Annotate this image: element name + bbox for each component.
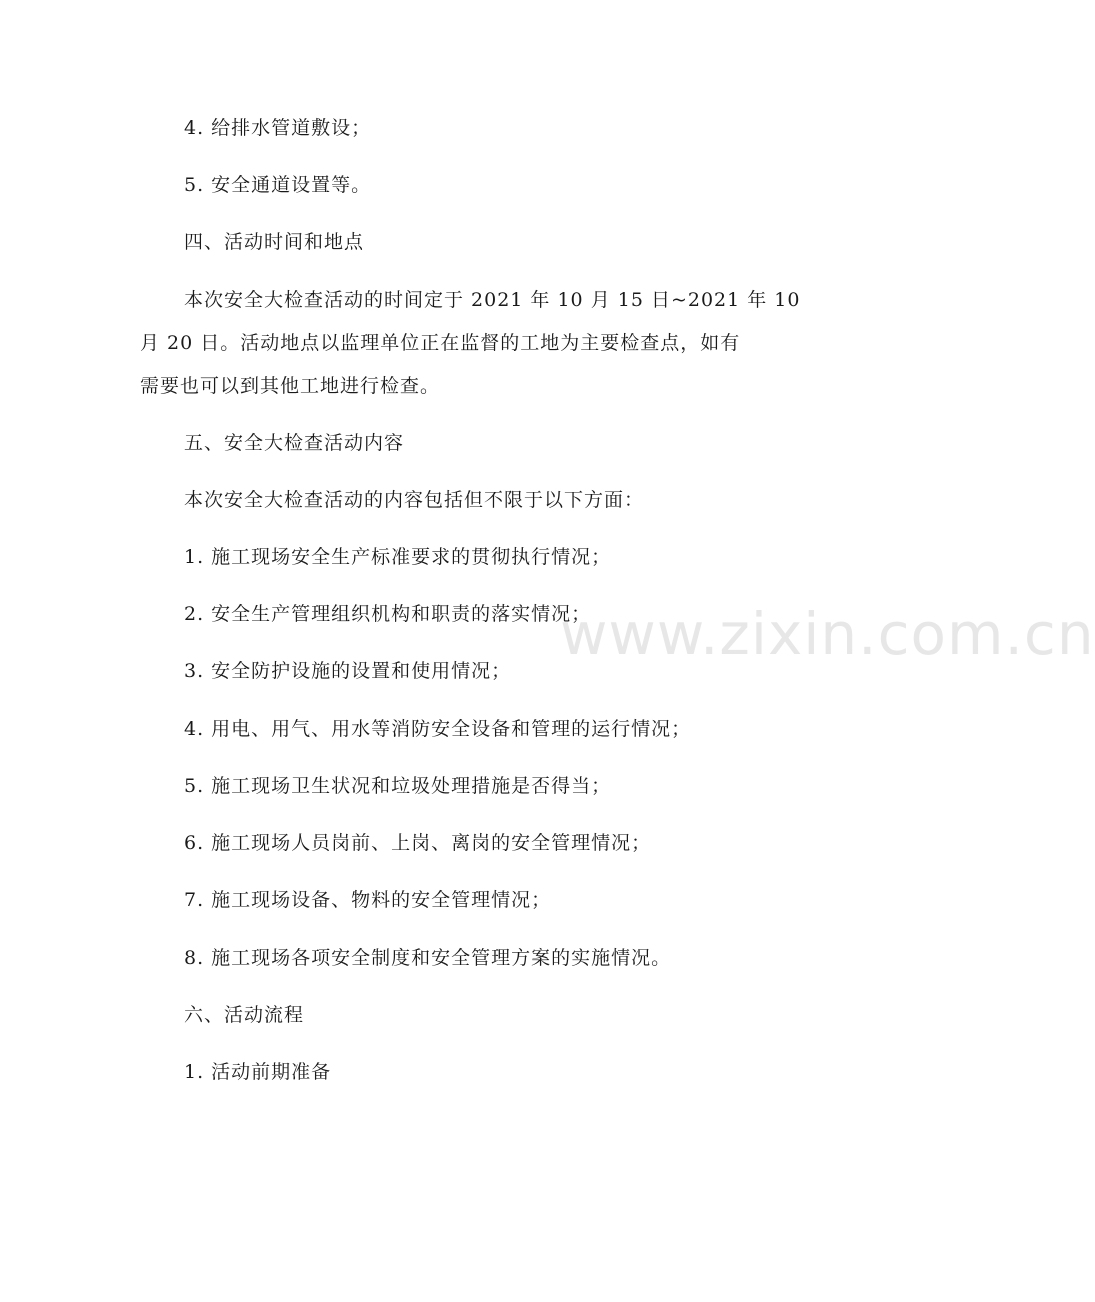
content-item-6: 6. 施工现场人员岗前、上岗、离岗的安全管理情况； [184,832,652,854]
section-heading-4: 四、活动时间和地点 [184,231,365,253]
section-heading-6: 六、活动流程 [184,1004,305,1026]
content-item-7: 7. 施工现场设备、物料的安全管理情况； [184,889,552,911]
content-item-3: 3. 安全防护设施的设置和使用情况； [184,660,512,682]
paragraph-line-3: 需要也可以到其他工地进行检查。 [140,375,441,397]
content-item-5: 5. 施工现场卫生状况和垃圾处理措施是否得当； [184,775,612,797]
content-intro: 本次安全大检查活动的内容包括但不限于以下方面： [184,489,645,511]
list-item-5-safety-passage: 5. 安全通道设置等。 [184,174,372,196]
content-item-4: 4. 用电、用气、用水等消防安全设备和管理的运行情况； [184,718,692,740]
process-item-1: 1. 活动前期准备 [184,1061,332,1083]
paragraph-line-1: 本次安全大检查活动的时间定于 2021 年 10 月 15 日~2021 年 10 [184,289,801,311]
content-item-8: 8. 施工现场各项安全制度和安全管理方案的实施情况。 [184,947,672,969]
watermark-text: www.zixin.com.cn [560,600,1095,668]
content-item-1: 1. 施工现场安全生产标准要求的贯彻执行情况； [184,546,612,568]
list-item-4-drainage: 4. 给排水管道敷设； [184,117,372,139]
paragraph-line-2: 月 20 日。活动地点以监理单位正在监督的工地为主要检查点，如有 [140,332,741,354]
content-item-2: 2. 安全生产管理组织机构和职责的落实情况； [184,603,592,625]
section-heading-5: 五、安全大检查活动内容 [184,432,405,454]
